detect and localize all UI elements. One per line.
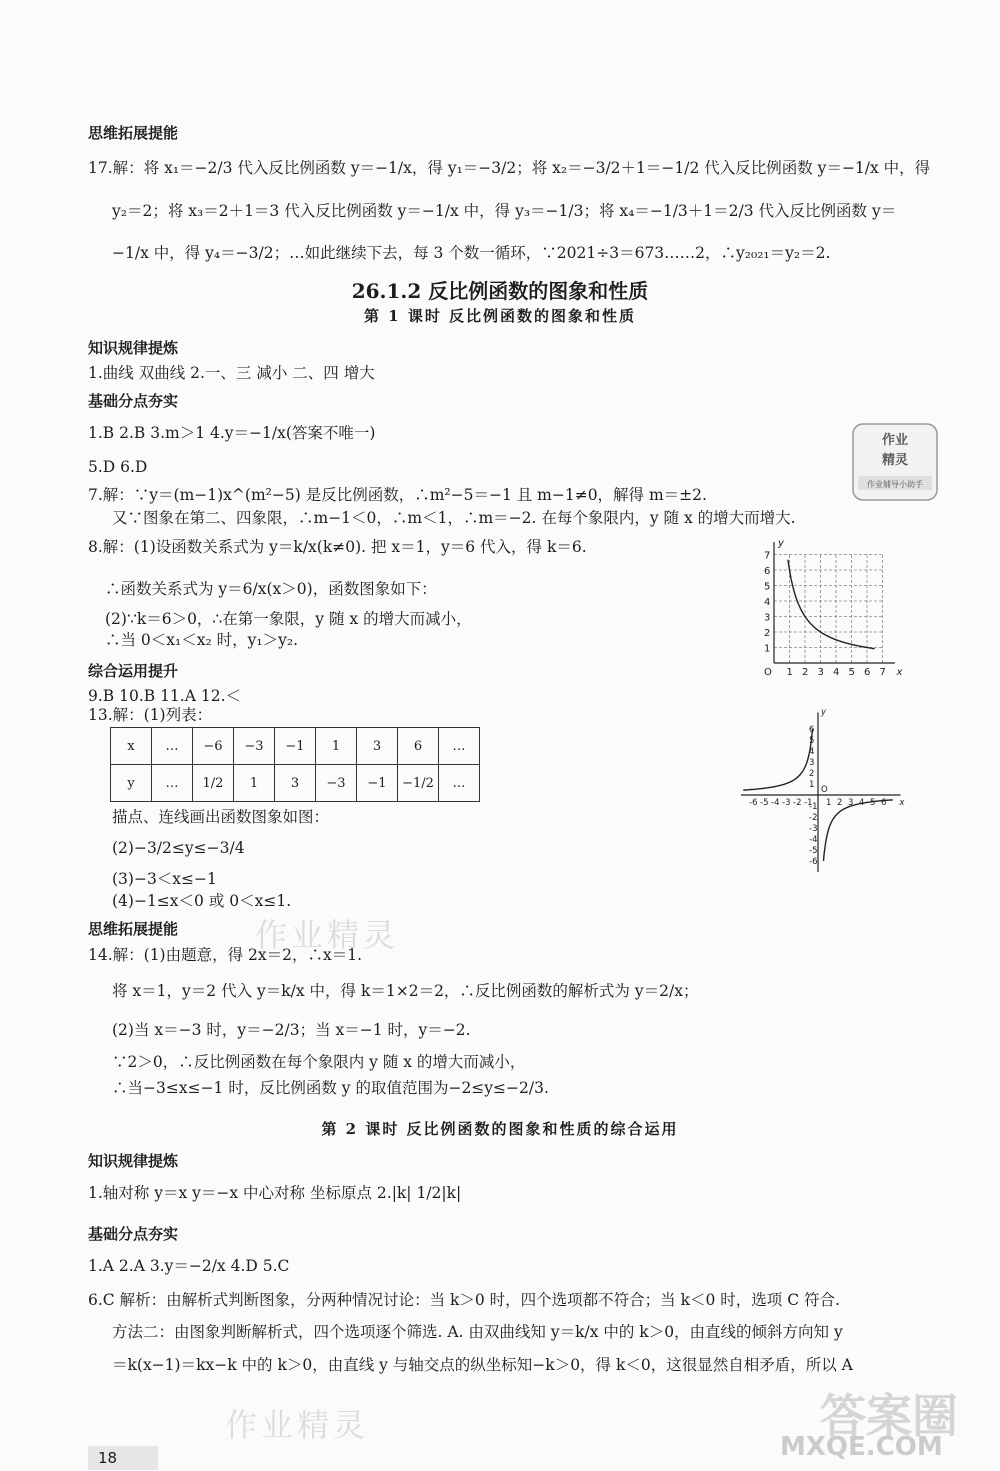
table-cell: −1 (275, 728, 316, 765)
q8-line2: ∴函数关系式为 y＝6/x(x＞0)，函数图象如下： (105, 580, 437, 598)
svg-text:作业: 作业 (881, 433, 909, 448)
y-tick-label: 5 (764, 581, 771, 593)
x-axis-label: x (899, 798, 905, 808)
y-tick-label: 1 (764, 643, 771, 655)
x-tick-label: 4 (859, 798, 865, 808)
y-tick-label: 2 (764, 628, 771, 639)
table-row-y (111, 765, 480, 802)
y-tick-label: -1 (809, 802, 818, 812)
basic-answers-2: 1.A 2.A 3.y＝−2/x 4.D 5.C (88, 1257, 290, 1275)
x-tick-label: 4 (833, 667, 840, 678)
table-cell: … (152, 765, 193, 802)
lesson2-title: 第 2 课时 反比例函数的图象和性质的综合运用 (321, 1120, 679, 1138)
q13-intro: 13.解：(1)列表： (88, 706, 213, 724)
page-number: 18 (98, 1449, 118, 1467)
x-tick-label: -1 (804, 798, 813, 808)
x-tick-label: 2 (837, 798, 843, 808)
table-row-x (111, 728, 480, 765)
y-tick-label: 4 (809, 747, 815, 757)
hyperbola-branch-left (743, 729, 815, 790)
q14-line4: ∵2＞0，∴反比例函数在每个象限内 y 随 x 的增大而减小， (112, 1053, 526, 1071)
table-cell: 3 (275, 765, 316, 802)
y-tick-label: 6 (809, 725, 815, 735)
y-tick-label: -4 (809, 835, 818, 845)
y-tick-label: -5 (809, 846, 818, 856)
q7-line2: 又∵图象在第二、四象限，∴m−1＜0，∴m＜1，∴m＝−2. 在每个象限内，y 随 x 的增大而增大. (112, 509, 796, 527)
q6-line1: 6.C 解析：由解析式判断图象，分两种情况讨论：当 k＞0 时，四个选项都不符合；当 k＜0 时，选项 C 符合. (88, 1291, 840, 1309)
lesson1-title: 第 1 课时 反比例函数的图象和性质 (363, 307, 637, 325)
q14-line2: 将 x＝1，y＝2 代入 y＝k/x 中，得 k＝1×2＝2，∴反比例函数的解析式为 y＝2/x； (112, 982, 699, 1000)
q17-line3: −1/x 中，得 y₄＝−3/2；…如此继续下去，每 3 个数一循环，∵2021÷3＝673……2，∴y₂₀₂₁＝y₂＝2. (112, 244, 831, 262)
q7-line1: 7.解：∵y＝(m−1)x^(m²−5) 是反比例函数，∴m²−5＝−1 且 m−1≠0，解得 m＝±2. (88, 486, 707, 504)
table-cell: −3 (316, 765, 357, 802)
q13-line-d: (4)−1≤x＜0 或 0＜x≤1. (112, 892, 292, 910)
basic-answers-1b: 5.D 6.D (88, 458, 148, 476)
table-cell: 6 (398, 728, 439, 765)
q8-line1: 8.解：(1)设函数关系式为 y＝k/x(k≠0). 把 x＝1，y＝6 代入，得 k＝6. (88, 538, 587, 556)
watermark-site: MXQE.COM (780, 1432, 943, 1462)
heading-knowledge-2: 知识规律提炼 (88, 1152, 179, 1170)
comprehensive-answers: 9.B 10.B 11.A 12.＜ (88, 687, 241, 705)
stamp-logo (850, 422, 940, 502)
x-tick-label: -4 (771, 798, 780, 808)
q13-line-b: (2)−3/2≤y≤−3/4 (112, 839, 245, 857)
hyperbola-branch-right (824, 800, 893, 861)
page-number-box (88, 1446, 158, 1470)
graph-two-branches (738, 707, 908, 870)
q17-line2: y₂＝2；将 x₃＝2＋1＝3 代入反比例函数 y＝−1/x 中，得 y₃＝−1/3；将 x₄＝−1/3＋1＝2/3 代入反比例函数 y＝ (112, 202, 897, 220)
svg-text:精灵: 精灵 (881, 453, 909, 468)
table-cell: … (439, 765, 480, 802)
y-tick-label: -2 (809, 813, 818, 823)
table-cell: 1/2 (193, 765, 234, 802)
x-tick-label: 6 (881, 798, 887, 808)
table-cell: 3 (357, 728, 398, 765)
graph-first-quadrant (752, 528, 902, 678)
watermark-logo: 答案圈 (820, 1389, 958, 1443)
heading-comprehensive: 综合运用提升 (88, 662, 179, 680)
x-tick-label: 5 (870, 798, 876, 808)
x-tick-label: 3 (817, 667, 824, 678)
table-cell: −3 (234, 728, 275, 765)
heading-basic-2: 基础分点夯实 (88, 1225, 179, 1243)
q13-line-a: 描点、连线画出函数图象如图： (112, 808, 330, 826)
table-cell: −1/2 (398, 765, 439, 802)
x-tick-label: -5 (760, 798, 769, 808)
table-cell: … (152, 728, 193, 765)
q8-line3: (2)∵k＝6＞0，∴在第一象限，y 随 x 的增大而减小， (105, 610, 472, 628)
basic-answers-1a: 1.B 2.B 3.m＞1 4.y＝−1/x(答案不唯一) (88, 424, 376, 442)
value-table (110, 727, 480, 802)
section-title: 26.1.2 反比例函数的图象和性质 (351, 279, 649, 303)
x-axis-label: x (896, 667, 903, 678)
y-tick-label: 3 (764, 612, 771, 624)
y-tick-label: 3 (809, 758, 815, 768)
x-tick-label: -3 (782, 798, 791, 808)
y-tick-label: 5 (809, 736, 815, 746)
heading-thinking-2: 思维拓展提能 (88, 920, 179, 938)
x-tick-label: 5 (848, 667, 855, 678)
q6-line2: 方法二：由图象判断解析式，四个选项逐个筛选. A. 由双曲线知 y＝k/x 中的 k＞0，由直线的倾斜方向知 y (112, 1323, 843, 1341)
q14-line1: 14.解：(1)由题意，得 2x＝2，∴x＝1. (88, 946, 363, 964)
q14-line5: ∴当−3≤x≤−1 时，反比例函数 y 的取值范围为−2≤y≤−2/3. (112, 1079, 549, 1097)
knowledge-answers-1: 1.曲线 双曲线 2.一、三 减小 二、四 增大 (88, 364, 375, 382)
y-tick-label: 1 (809, 780, 815, 790)
origin-label: O (821, 785, 828, 795)
table-cell: −6 (193, 728, 234, 765)
q8-line4: ∴当 0＜x₁＜x₂ 时，y₁＞y₂. (105, 631, 298, 649)
x-tick-label: 3 (848, 798, 854, 808)
y-tick-label: 7 (764, 550, 771, 562)
table-cell: −1 (357, 765, 398, 802)
x-tick-label: -6 (749, 798, 758, 808)
y-tick-label: -6 (809, 857, 818, 867)
y-axis-label: y (778, 538, 784, 550)
table-cell: x (111, 728, 152, 765)
table-cell: 1 (316, 728, 357, 765)
heading-basic-1: 基础分点夯实 (88, 392, 179, 410)
q13-line-c: (3)−3＜x≤−1 (112, 870, 217, 888)
origin-label: O (764, 667, 772, 678)
q6-line3: ＝k(x−1)＝kx−k 中的 k＞0，由直线 y 与轴交点的纵坐标知−k＞0，得 k＜0，这很显然自相矛盾，所以 A (112, 1356, 853, 1374)
y-tick-label: 2 (809, 769, 815, 779)
y-tick-label: -3 (809, 824, 818, 834)
x-tick-label: 1 (826, 798, 832, 808)
x-tick-label: -2 (793, 798, 802, 808)
q17-line1: 17.解：将 x₁＝−2/3 代入反比例函数 y＝−1/x，得 y₁＝−3/2；将 x₂＝−3/2＋1＝−1/2 代入反比例函数 y＝−1/x 中，得 (88, 159, 931, 177)
x-tick-label: 7 (879, 667, 886, 678)
hyperbola-curve (788, 560, 875, 649)
table-cell: y (111, 765, 152, 802)
heading-knowledge-1: 知识规律提炼 (88, 339, 179, 357)
table-cell: 1 (234, 765, 275, 802)
x-tick-label: 1 (786, 667, 793, 678)
y-axis-label: y (821, 707, 827, 718)
y-tick-label: 4 (764, 597, 771, 608)
x-tick-label: 6 (864, 667, 871, 678)
svg-text:作业辅导小助手: 作业辅导小助手 (867, 480, 923, 489)
x-tick-label: 2 (802, 667, 809, 678)
y-tick-label: 6 (764, 566, 771, 577)
watermark-mid: 作业精灵 (255, 916, 400, 954)
watermark-bottom: 作业精灵 (225, 1406, 370, 1444)
q14-line3: (2)当 x＝−3 时，y＝−2/3；当 x＝−1 时，y＝−2. (112, 1021, 471, 1039)
heading-thinking-1: 思维拓展提能 (88, 124, 179, 142)
table-cell: … (439, 728, 480, 765)
knowledge-answers-2: 1.轴对称 y＝x y＝−x 中心对称 坐标原点 2.|k| 1/2|k| (88, 1184, 462, 1202)
